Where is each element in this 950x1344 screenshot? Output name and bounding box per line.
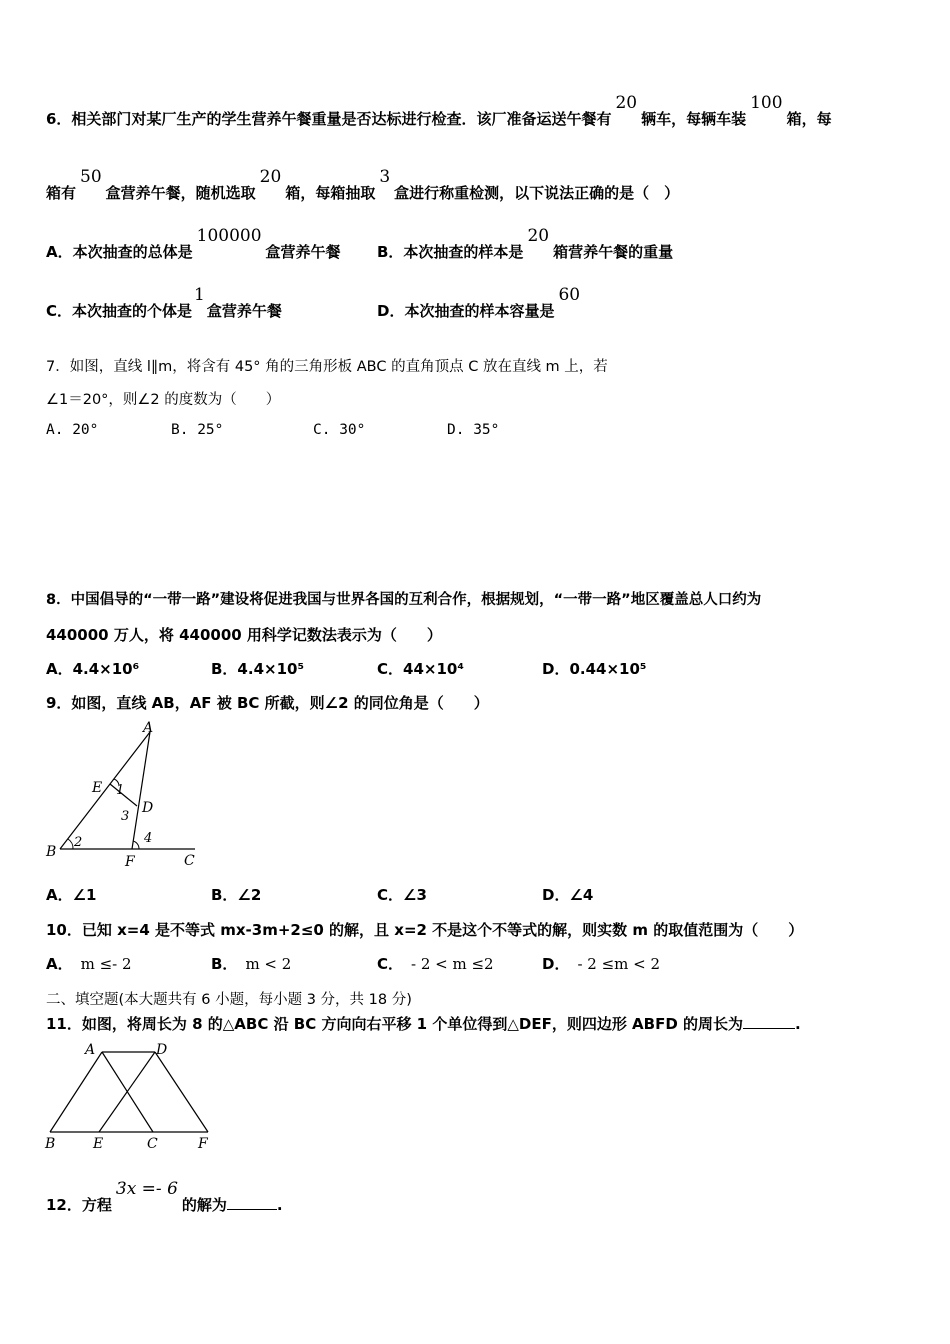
q10-option-d bbox=[542, 953, 660, 974]
q6-num-each: 3 bbox=[379, 167, 391, 187]
q12-answer-blank[interactable] bbox=[227, 1209, 277, 1210]
q10-option-c-label: C． bbox=[377, 955, 404, 973]
q6-option-a-text: A．本次抽查的总体是 bbox=[46, 243, 193, 261]
q9-option-a: A．∠1 bbox=[46, 886, 97, 904]
q6-text-2d: 盒进行称重检测，以下说法正确的是（ ） bbox=[394, 184, 680, 202]
q9-label-f: F bbox=[125, 854, 135, 870]
q9-label-d: D bbox=[142, 800, 154, 816]
q6-num-meals: 50 bbox=[80, 167, 102, 187]
q6-option-b-text2: 箱营养午餐的重量 bbox=[553, 243, 674, 261]
q6-option-a-value: 100000 bbox=[196, 226, 262, 246]
q6-option-a-text2: 盒营养午餐 bbox=[265, 243, 341, 261]
q10-option-c bbox=[377, 953, 494, 974]
q8-option-b: B．4.4×10⁵ bbox=[211, 660, 305, 678]
q11-text bbox=[46, 1013, 801, 1034]
q9-label-e: E bbox=[92, 780, 103, 796]
q10-option-b bbox=[211, 953, 291, 974]
q9-option-b: B．∠2 bbox=[211, 886, 262, 904]
q11-label-b: B bbox=[45, 1136, 56, 1152]
q6-text-1a: 6．相关部门对某厂生产的学生营养午餐重量是否达标进行检查．该厂准备运送午餐有 bbox=[46, 110, 612, 128]
q11-line-ab bbox=[50, 1052, 102, 1132]
q6-option-b bbox=[377, 226, 674, 262]
q10-option-a-expr: m ≤- 2 bbox=[80, 955, 132, 973]
q7-option-d: D. 35° bbox=[447, 422, 500, 438]
q9-label-4: 4 bbox=[144, 831, 153, 846]
q7-option-c: C. 30° bbox=[313, 422, 366, 438]
q12-prefix: 12．方程 bbox=[46, 1196, 112, 1214]
q8-line2: 440000 万人，将 440000 用科学记数法表示为（ ） bbox=[46, 626, 442, 644]
q6-text-2a: 箱有 bbox=[46, 184, 77, 202]
q12-text bbox=[46, 1179, 283, 1215]
q7-line1: 7．如图，直线 l∥m，将含有 45° 角的三角形板 ABC 的直角顶点 C 放在直线 m 上，若 bbox=[46, 359, 608, 375]
q6-num-cars: 20 bbox=[615, 93, 638, 113]
q9-label-3: 3 bbox=[121, 809, 130, 824]
q6-option-d bbox=[377, 285, 584, 321]
q9-label-a: A bbox=[143, 720, 154, 736]
q11-line-df bbox=[155, 1052, 208, 1132]
q6-text-2b: 盒营养午餐，随机选取 bbox=[105, 184, 256, 202]
q10-option-d-label: D． bbox=[542, 955, 570, 973]
q6-text-1b: 辆车，每辆车装 bbox=[641, 110, 747, 128]
q9-text: 9．如图，直线 AB，AF 被 BC 所截，则∠2 的同位角是（ ） bbox=[46, 694, 489, 712]
q11-line-de bbox=[99, 1052, 155, 1132]
q7-option-a: A. 20° bbox=[46, 422, 99, 438]
q7-line2: ∠1＝20°，则∠2 的度数为（ ） bbox=[46, 392, 281, 408]
q6-option-d-value: 60 bbox=[558, 285, 581, 305]
q9-label-1: 1 bbox=[116, 783, 125, 798]
q9-option-d: D．∠4 bbox=[542, 886, 594, 904]
q6-option-c-value: 1 bbox=[194, 285, 205, 305]
q7-option-b: B. 25° bbox=[171, 422, 224, 438]
q6-num-boxes: 100 bbox=[750, 93, 783, 113]
q9-arc-4 bbox=[133, 841, 139, 849]
q6-line2 bbox=[46, 167, 680, 203]
q6-line1 bbox=[46, 93, 832, 129]
q6-option-c-text2: 盒营养午餐 bbox=[206, 302, 282, 320]
q6-num-selected: 20 bbox=[259, 167, 282, 187]
q10-option-a-label: A． bbox=[46, 955, 73, 973]
q11-label-f: F bbox=[198, 1136, 208, 1152]
q9-line-ba bbox=[60, 732, 153, 849]
q9-label-2: 2 bbox=[74, 835, 83, 850]
q10-option-a bbox=[46, 953, 132, 974]
q6-option-b-value: 20 bbox=[527, 226, 550, 246]
q10-text: 10．已知 x=4 是不等式 mx-3m+2≤0 的解，且 x=2 不是这个不等式的解，则实数 m 的取值范围为（ ） bbox=[46, 921, 804, 939]
q11-text-body: 11．如图，将周长为 8 的△ABC 沿 BC 方向向右平移 1 个单位得到△DEF，则四边形 ABFD 的周长为 bbox=[46, 1015, 743, 1033]
q11-label-e: E bbox=[93, 1136, 104, 1152]
q10-option-b-label: B． bbox=[211, 955, 238, 973]
q10-option-d-expr: - 2 ≤m < 2 bbox=[577, 955, 661, 973]
q6-text-1c: 箱，每 bbox=[786, 110, 832, 128]
q6-text-2c: 箱，每箱抽取 bbox=[285, 184, 376, 202]
q11-label-d: D bbox=[156, 1042, 168, 1058]
q12-equation: 3x =- 6 bbox=[115, 1179, 178, 1199]
section2-title: 二、填空题(本大题共有 6 小题，每小题 3 分，共 18 分) bbox=[46, 992, 412, 1008]
q11-text-end: . bbox=[795, 1015, 801, 1033]
q8-option-d: D．0.44×10⁵ bbox=[542, 660, 647, 678]
q10-option-b-expr: m < 2 bbox=[245, 955, 292, 973]
q6-option-a bbox=[46, 226, 341, 262]
q12-suffix: 的解为 bbox=[181, 1196, 227, 1214]
q9-label-c: C bbox=[184, 853, 195, 869]
q6-option-d-text: D．本次抽查的样本容量是 bbox=[377, 302, 555, 320]
q6-option-c bbox=[46, 285, 282, 321]
q10-option-c-expr: - 2 < m ≤2 bbox=[411, 955, 494, 973]
q6-option-c-text: C．本次抽查的个体是 bbox=[46, 302, 193, 320]
q12-end: . bbox=[276, 1196, 283, 1214]
q8-option-a: A．4.4×10⁶ bbox=[46, 660, 140, 678]
q6-option-b-text: B．本次抽查的样本是 bbox=[377, 243, 524, 261]
q9-label-b: B bbox=[46, 844, 57, 860]
q11-label-c: C bbox=[147, 1136, 158, 1152]
q9-arc-2 bbox=[68, 839, 73, 849]
q11-figure bbox=[40, 1040, 220, 1152]
q8-option-c: C．44×10⁴ bbox=[377, 660, 464, 678]
q8-line1: 8．中国倡导的“一带一路”建设将促进我国与世界各国的互利合作，根据规划，“一带一路”地区覆盖总人口约为 bbox=[46, 592, 762, 608]
q11-label-a: A bbox=[85, 1042, 96, 1058]
q9-figure bbox=[40, 718, 210, 870]
q11-answer-blank[interactable] bbox=[743, 1028, 795, 1029]
q9-option-c: C．∠3 bbox=[377, 886, 427, 904]
